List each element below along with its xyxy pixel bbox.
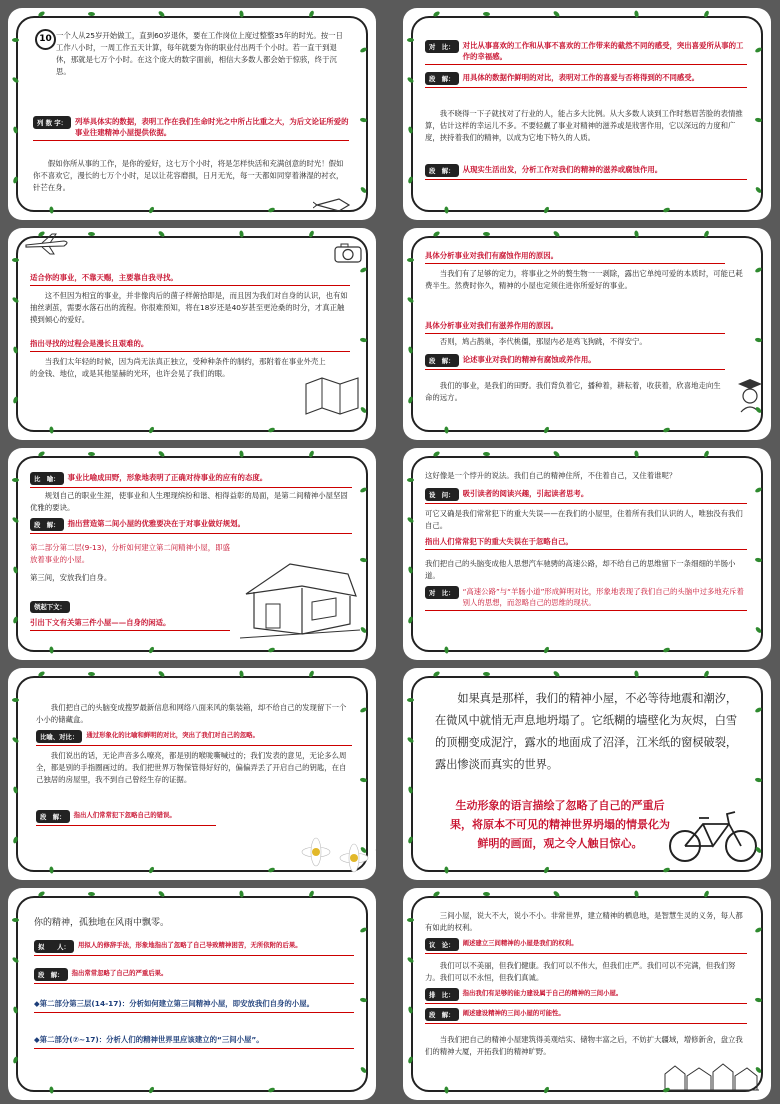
- annotation-tag: 段 解：: [425, 72, 459, 85]
- annotation-row: [425, 938, 747, 954]
- section-heading: 指出寻找的过程会是漫长且艰难的。: [30, 338, 350, 352]
- annotation-row: [425, 1008, 747, 1024]
- slide-5[interactable]: [8, 448, 376, 660]
- annotation-note: 用具体的数据作鲜明的对比，表明对工作的喜爱与否将得到的不同感受。: [462, 73, 700, 82]
- slide-10[interactable]: [403, 888, 771, 1100]
- annotation-note: 阐述建立三间精神的小屋是我们的权利。: [462, 939, 578, 947]
- slide-7[interactable]: [8, 668, 376, 880]
- annotation-row: [34, 940, 354, 956]
- vine-leaf-icon: [663, 1087, 671, 1093]
- house-sketch-icon: [240, 546, 360, 642]
- vine-leaf-icon: [407, 38, 414, 42]
- annotation-note: 阐述建设精神的三间小屋的可能性。: [462, 1009, 565, 1017]
- section-heading: 具体分析事业对我们有滋养作用的原因。: [425, 320, 725, 334]
- paragraph: 我们把自己的头脑变成搜罗最新信息和网络八面来风的集装箱，却不给自己的发现留下一个小小的储藏盒。: [36, 703, 347, 724]
- annotation-note: 事业比喻成田野，形象地表明了正确对待事业的应有的态度。: [67, 473, 268, 482]
- vine-leaf-icon: [12, 698, 19, 702]
- paragraph: 当我们太年轻的时候，因为尚无法真正独立，受种种条件的制约，那附着在事业外壳上的金钱、地位，或是其他显赫的光环，也许会晃了我们的眼。: [30, 357, 326, 378]
- slide-4[interactable]: [403, 228, 771, 440]
- vine-leaf-icon: [268, 867, 276, 873]
- vine-leaf-icon: [407, 918, 414, 922]
- annotation-row: [34, 968, 354, 984]
- vine-leaf-icon: [12, 38, 19, 42]
- section-heading: 适合你的事业，不靠天赐，主要靠自我寻找。: [30, 272, 350, 286]
- paragraph: 规划自己的职业生涯，使事业和人生理现缤纷和谐、相得益彰的局面，是第二间精神小屋坚固优雅的要诀。: [30, 491, 348, 512]
- vine-leaf-icon: [12, 918, 19, 922]
- vine-leaf-icon: [663, 427, 671, 433]
- vine-leaf-icon: [268, 427, 276, 433]
- vine-leaf-icon: [444, 646, 449, 653]
- annotation-block: [30, 594, 230, 631]
- paragraph: 三间小屋，说大不大，说小不小。非常世界，建立精神的栖息地，是智慧生灵的义务，每人都有如此的权利。: [425, 911, 743, 932]
- vine-leaf-icon: [483, 672, 490, 677]
- annotation-row: [33, 116, 349, 141]
- annotation-row: [30, 472, 352, 488]
- annotation-tag: 段 解：: [30, 518, 64, 531]
- slide-8[interactable]: [403, 668, 771, 880]
- vine-leaf-icon: [483, 12, 490, 17]
- vine-leaf-icon: [88, 452, 95, 457]
- paragraph: 否则，鸠占鹊巢，李代桃僵，那屋内必是鸡飞狗跳，不得安宁。: [439, 337, 647, 346]
- annotation-tag: 对 比：: [425, 586, 459, 599]
- annotation-row: [425, 586, 747, 611]
- annotation-tag: 对 比：: [425, 40, 459, 53]
- slide-number-badge: 10: [35, 29, 56, 50]
- paragraph: 我不晓得一下子就找对了行业的人，能占多大比例。从大多数人谈到工作时愁眉苦脸的表情推算，估计这样的幸运儿不多。不要轻觑了事业对精神的滋养或是戕害作用，它以深远的力度和广度，挟持着我们的精神，以成为它地下特久的人质。: [425, 109, 743, 142]
- paragraph: 可它又确是我们常常犯下的重大失误——在我们的小屋里，住着所有我们认识的人，唯独没有我们自己。: [425, 509, 743, 530]
- highlight-note: 生动形象的语言描绘了忽略了自己的严重后果，将原本不可见的精神世界坍塌的情景化为鲜明的画面，观之令人触目惊心。: [450, 799, 670, 850]
- annotation-note: 指出营造第二间小屋的优雅要决在于对事业做好规划。: [67, 519, 245, 528]
- annotation-row: [425, 72, 747, 88]
- annotation-row: [30, 518, 352, 534]
- annotation-tag: 段 解：: [425, 164, 459, 177]
- annotation-row: [425, 988, 747, 1004]
- vine-leaf-icon: [88, 672, 95, 677]
- vine-leaf-icon: [49, 646, 54, 653]
- paragraph: 当我们有了足够的定力，将事业之外的赘生物一一剥除，露出它单纯可爱的本质时，可能已耗费半生。然费时你久，精神的小屋也定须住进你所爱好的事业。: [425, 269, 743, 290]
- vine-leaf-icon: [483, 892, 490, 897]
- airplane-icon: [24, 232, 72, 256]
- slide-9[interactable]: [8, 888, 376, 1100]
- annotation-row: [425, 488, 747, 504]
- vine-leaf-icon: [268, 647, 276, 653]
- vine-leaf-icon: [407, 258, 414, 262]
- annotation-row: [425, 164, 747, 180]
- map-icon: [304, 376, 360, 416]
- section-heading: 指出人们常常犯下的重大失误在于忽略自己。: [425, 536, 747, 550]
- annotation-tag: 领起下文：: [30, 601, 70, 613]
- annotation-note: 论述事业对我们的精神有腐蚀或养作用。: [462, 355, 596, 364]
- vine-leaf-icon: [663, 867, 671, 873]
- paragraph: 我们的事业，是我们的田野。我们背负着它，播种着，耕耘着，收获着，欣喜地走向生命的远方。: [425, 381, 721, 402]
- slide-frame: [411, 456, 763, 652]
- annotation-note: 通过形象化的比喻和鲜明的对比，突出了我们对自己的忽略。: [86, 731, 259, 739]
- annotation-note: 指出人们常常犯下忽略自己的错误。: [73, 811, 176, 819]
- houses-icon: [663, 1062, 759, 1092]
- vine-leaf-icon: [12, 478, 19, 482]
- vine-leaf-icon: [268, 1087, 276, 1093]
- annotation-tag: 段 解：: [34, 968, 68, 981]
- annotation-note: 从现实生活出发，分析工作对我们的精神的滋养或腐蚀作用。: [462, 165, 663, 174]
- paragraph: 这好像是一个悖升的说法。我们自己的精神住所，不住着自己，又住着谁呢？: [425, 471, 677, 480]
- paragraph: 一个人从25岁开始做工，直到60岁退休，要在工作岗位上度过整整35年的时光。按一日工作八小时，一周工作五天计算，每年就要为你的职业付出两千个小时。若一直干到退休，那就是七万个小时。在这个庞大的数字面前，相信大多数人都会始于惊骇，终于沉思。: [56, 31, 343, 76]
- vine-leaf-icon: [483, 452, 490, 457]
- vine-leaf-icon: [444, 866, 449, 873]
- slide-6[interactable]: [403, 448, 771, 660]
- paragraph: 这不但因为相宜的事业，并非像肉后的菌子样俯拾即是，而且因为我们对自身的认识，也有如抽丝剥茧，需要水落石出的流程。你很难预知，将在18岁还是40岁甚至更沧桑的时分，才真正触摸到倾心的爱好。: [30, 291, 348, 324]
- annotation-row: [36, 730, 352, 746]
- daisy-flowers-icon: [296, 832, 376, 880]
- annotation-note: 引出下文有关第三件小屋——自身的闲适。: [30, 618, 171, 627]
- outline-note: 第二部分第二层(9-13)，分析如何建立第二间精神小屋，即盛放着事业的小屋。: [30, 543, 230, 564]
- vine-leaf-icon: [444, 426, 449, 433]
- vine-leaf-icon: [407, 478, 414, 482]
- vine-leaf-icon: [444, 1086, 449, 1093]
- annotation-tag: 段 解：: [425, 354, 459, 367]
- bicycle-icon: [667, 806, 759, 864]
- camera-icon: [333, 242, 363, 264]
- vine-leaf-icon: [663, 207, 671, 213]
- annotation-note: “高速公路”与“羊肠小道”形成鲜明对比，形象地表现了我们自己的头脑中过多地充斥着别人的思想，而忽略自己的思维的现状。: [462, 587, 744, 607]
- annotation-tag: 比喻、对比：: [36, 730, 82, 743]
- paragraph: 如果真是那样，我们的精神小屋，不必等待地震和潮汐，在微风中就悄无声息地坍塌了。它纸糊的墙壁化为灰烬，白雪的顶棚变成泥泞，露水的地面成了沼泽，江米纸的窗棂破裂，露出惨淡而真实的世界。: [435, 692, 738, 771]
- paragraph: 我们可以不美丽，但我们健康。我们可以不伟大，但我们庄严。我们可以不完满，但我们努力。我们可以不永恒，但我们真诚。: [425, 961, 736, 982]
- annotation-tag: 段 解：: [36, 810, 70, 823]
- vine-leaf-icon: [49, 206, 54, 213]
- paragraph: 我们说出的话，无论声音多么嘹亮，都是别的喉咙嘶喊过的；我们发表的意见，无论多么周全，都是别的手指圈画过的。我们把世界万物保管得好好的，偏偏弄丢了开启自己的钥匙，在自己独居的房屋里，我不到自己曾经生存的证据。: [36, 751, 347, 784]
- vine-leaf-icon: [88, 232, 95, 237]
- annotation-tag: 排 比：: [425, 988, 459, 1001]
- vine-leaf-icon: [663, 647, 671, 653]
- rocket-icon: [313, 194, 353, 216]
- vine-leaf-icon: [49, 426, 54, 433]
- outline-item: ◆第二部分(⑦~17)：分析人们的精神世界里应该建立的“三间小屋”。: [34, 1034, 354, 1049]
- annotation-tag: 比 喻：: [30, 472, 64, 485]
- annotation-note: 列举具体实的数据，表明工作在我们生命时光之中所占比重之大，为后文论证所爱的事业往建精神小屋提供依据。: [75, 117, 349, 137]
- vine-leaf-icon: [407, 698, 414, 702]
- annotation-row: [425, 40, 747, 65]
- slide-3[interactable]: [8, 228, 376, 440]
- annotation-note: 对比从事喜欢的工作和从事不喜欢的工作带来的截然不同的感受，突出喜爱所从事的工作的幸福感。: [462, 41, 744, 61]
- slide-1[interactable]: [8, 8, 376, 220]
- outline-item: ◆第二部分第三层(14-17)：分析如何建立第三间精神小屋，即安放我们自身的小屋。: [34, 998, 354, 1013]
- annotation-row: [425, 354, 725, 370]
- vine-leaf-icon: [49, 866, 54, 873]
- vine-leaf-icon: [88, 892, 95, 897]
- annotation-note: 用拟人的修辞手法，形象地指出了忽略了自己导致精神困苦，无所依附的后果。: [77, 941, 302, 949]
- annotation-note: 吸引读者的阅读兴趣，引起读者思考。: [462, 489, 589, 498]
- slide-2[interactable]: [403, 8, 771, 220]
- annotation-note: 指出我们有足够的能力建设属于自己的精神的三间小屋。: [462, 989, 623, 997]
- vine-leaf-icon: [49, 1086, 54, 1093]
- annotation-tag: 列 数 字：: [33, 116, 71, 129]
- annotation-tag: 议 论：: [425, 938, 459, 951]
- paragraph: 第三间，安放我们自身。: [30, 573, 112, 582]
- section-heading: 具体分析事业对我们有腐蚀作用的原因。: [425, 250, 725, 264]
- annotation-tag: 拟 人：: [34, 940, 74, 953]
- paragraph: 当我们把自己的精神小屋建筑得美观结实、储物丰富之后，不妨扩大疆域，增修新舍，盘立我们的精神大厦，开拓我们的精神旷野。: [425, 1035, 743, 1056]
- paragraph: 你的精神，孤独地在风雨中飘零。: [34, 918, 170, 928]
- annotation-tag: 设 问：: [425, 488, 459, 501]
- vine-leaf-icon: [88, 12, 95, 17]
- vine-leaf-icon: [12, 258, 19, 262]
- vine-leaf-icon: [444, 206, 449, 213]
- vine-leaf-icon: [483, 232, 490, 237]
- annotation-row: [36, 810, 216, 826]
- paragraph: 我们把自己的头脑变成他人思想汽车驰骋的高速公路，却不给自己的思维留下一条细细的羊肠小道。: [425, 559, 736, 580]
- annotation-note: 指出常常忽略了自己的严重后果。: [71, 969, 168, 977]
- vine-leaf-icon: [268, 207, 276, 213]
- paragraph: 假如你所从事的工作，是你的爱好，这七万个小时，将是怎样快活和充满创意的时光！假如你不喜欢它，漫长的七万个小时，足以让花容磨损，日月无光，每一天都如同穿着淋湿的衬衣，针芒在身。: [33, 159, 344, 192]
- annotation-tag: 段 解：: [425, 1008, 459, 1021]
